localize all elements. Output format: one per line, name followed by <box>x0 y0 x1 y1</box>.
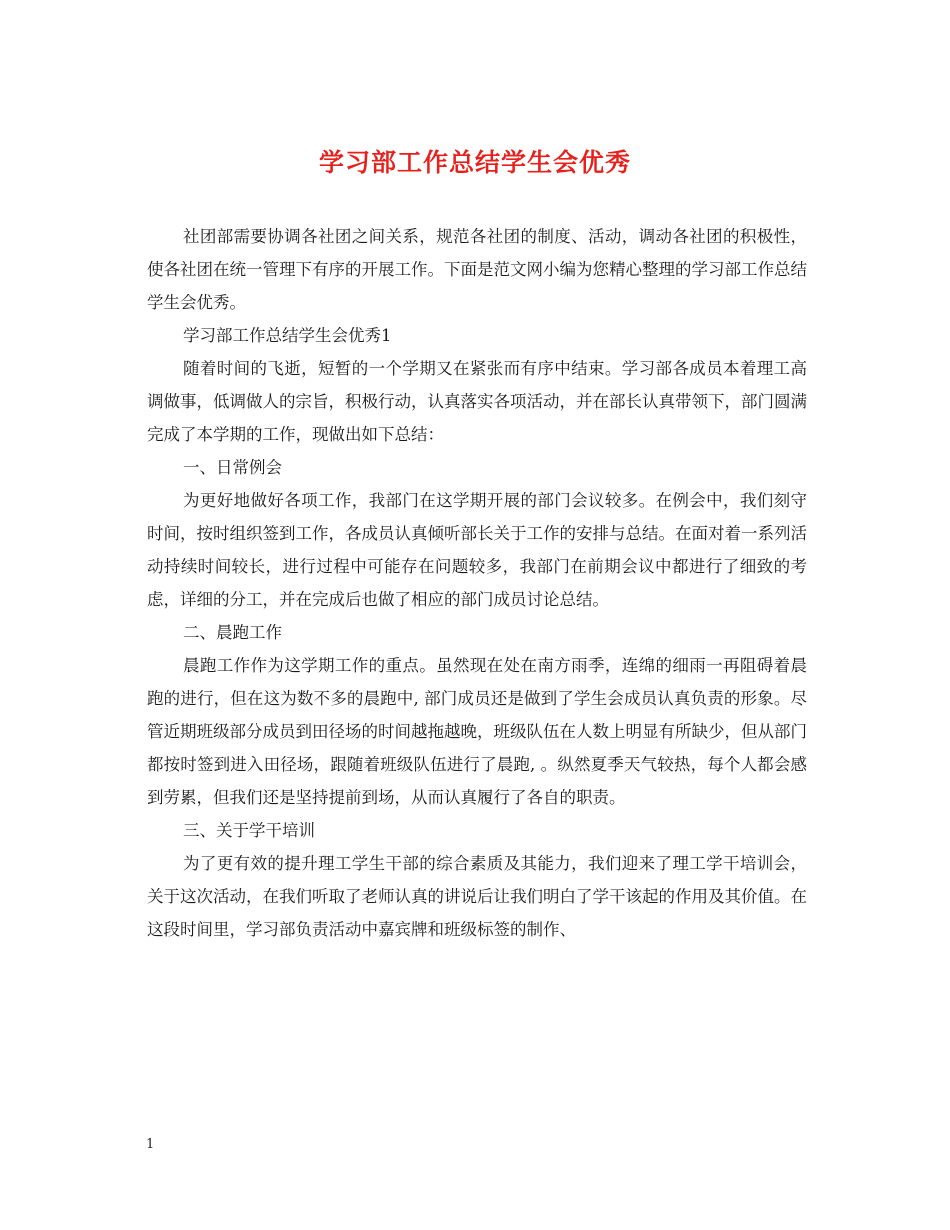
summary-paragraph: 随着时间的飞逝，短暂的一个学期又在紧张而有序中结束。学习部各成员本着理工高调做事，低调做人的宗旨，积极行动，认真落实各项活动，并在部长认真带领下，部门圆满完成了本学期的工作，现做出如下总结： <box>147 359 807 444</box>
section-heading-daily-meeting: 一、日常例会 <box>183 458 282 477</box>
document-body <box>147 220 807 946</box>
intro-paragraph: 社团部需要协调各社团之间关系，规范各社团的制度、活动，调动各社团的积极性，使各社团在统一管理下有序的开展工作。下面是范文网小编为您精心整理的学习部工作总结学生会优秀。 <box>147 227 807 312</box>
section-heading-morning-run: 二、晨跑工作 <box>183 623 282 642</box>
section-heading-training: 三、关于学干培训 <box>183 821 315 840</box>
page-number: 1 <box>146 1137 155 1152</box>
document-title: 学习部工作总结学生会优秀 <box>318 148 631 177</box>
daily-meeting-paragraph: 为更好地做好各项工作，我部门在这学期开展的部门会议较多。在例会中，我们刻守时间，按时组织签到工作，各成员认真倾听部长关于工作的安排与总结。在面对着一系列活动持续时间较长，进行过程中可能存在问题较多，我部门在前期会议中都进行了细致的考虑，详细的分工，并在完成后也做了相应的部门成员讨论总结。 <box>147 491 807 609</box>
section-heading-summary-1: 学习部工作总结学生会优秀1 <box>183 326 392 345</box>
training-paragraph: 为了更有效的提升理工学生干部的综合素质及其能力，我们迎来了理工学干培训会，关于这次活动，在我们听取了老师认真的讲说后让我们明白了学干该起的作用及其价值。在这段时间里，学习部负责活动中嘉宾牌和班级标签的制作、 <box>147 854 807 939</box>
morning-run-paragraph: 晨跑工作作为这学期工作的重点。虽然现在处在南方雨季，连绵的细雨一再阻碍着晨跑的进行，但在这为数不多的晨跑中, 部门成员还是做到了学生会成员认真负责的形象。尽管近期班级部分成员到田径场的时间越拖越晚，班级队伍在人数上明显有所缺少，但从部门都按时签到进入田径场，跟随着班级队伍进行了晨跑, 。纵然夏季天气较热，每个人都会感到劳累，但我们还是坚持提前到场，从而认真履行了各自的职责。 <box>147 656 807 807</box>
